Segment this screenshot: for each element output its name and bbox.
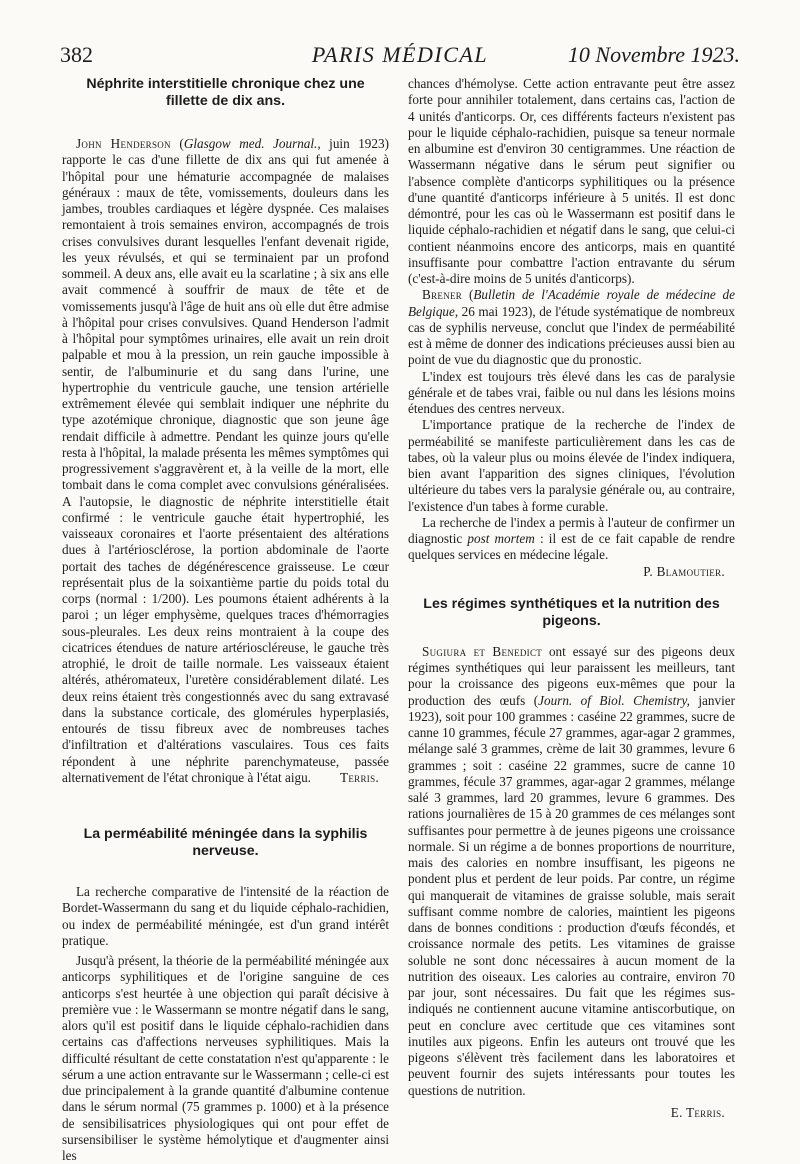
left-column <box>62 76 389 1164</box>
citation-body: 26 mai 1923), de l'étude systématique de nombreux cas de syphilis nerveuse, conclut que l'index de perméabilité est à même de donner des indications précieuses aussi bien au point de vue du diagnostic que du pronostic. <box>408 303 735 368</box>
article-paragraph: La recherche comparative de l'intensité de la réaction de Bordet-Wassermann du sang et du liquide céphalo-rachidien, ou index de perméabilité méningée, est d'un grand intérêt pratique. <box>62 884 389 948</box>
author-name: John Henderson <box>76 136 171 151</box>
signature: E. Terris. <box>670 1104 725 1120</box>
article-title: Les régimes synthétiques et la nutrition des pigeons. <box>423 595 720 629</box>
article-title: Néphrite interstitielle chronique chez une fillette de dix ans. <box>86 76 365 109</box>
author-names: Sugiura et Benedict <box>422 643 543 659</box>
source-date: , juin 1923 <box>317 136 385 151</box>
citation-source: Bulletin de l'Académie royale de médecine de Belgique, <box>408 287 735 319</box>
article-paragraph: chances d'hémolyse. Cette action entravante peut être assez forte pour annihiler totalement, dans certains cas, l'action de 4 unités d'anticorps. Or, ces différents facteurs n'existent pas pour le liquide céphalo-rachidien, puisque sa teneur normale en albumine est d'environ 30 centigrammes. Une réaction de Wassermann négative dans le sérum peut signifier ou l'absence complète d'anticorps syphilitiques ou la présence d'une quantité d'anticorps inférieure à 5 unités. Il est donc démontré, pour les cas où le Wassermann est positif dans le liquide céphalo-rachidien et négatif dans le sang, que celui-ci contient néanmoins encore des anticorps, mais en quantité insuffisante pour combattre l'action entravante du sérum (c'est-à-dire moins de 5 unités d'anticorps). <box>408 76 735 286</box>
issue-date: 10 Novembre 1923. <box>567 42 740 67</box>
italic-term: post mortem <box>467 531 535 546</box>
article-paragraph <box>408 515 735 564</box>
article-paragraph <box>408 644 735 1099</box>
journal-title: PARIS MÉDICAL <box>311 42 489 67</box>
article-paragraph: John Henderson (Glasgow med. Journal., juin 1923) rapporte le cas d'une fillette de dix ans qui fut amenée à l'hôpital pour une hématurie accompagnée de malaises généraux : maux de tête, vomissements, douleurs dans les jambes, troubles cardiaques et légère dyspnée. Ces malaises remontaient à trois semaines environ, accompagnés de trois crises convulsives durant lesquelles l'enfant devenait rigide, les yeux révulsés, et qui se terminaient par un profond sommeil. A deux ans, elle avait eu la scarlatine ; à six ans elle avait commencé à souffrir de maux de tête et de vomissements jusqu'à l'âge de huit ans où elle dut être admise à l'hôpital pour crises convulsives. Quand Henderson l'admit à l'hôpital pour symptômes urinaires, elle avait un rein droit palpable et mou à la pression, un rein gauche impossible à sentir, de l'albuminurie et du sang dans l'urine, une hypertrophie du ventricule gauche, une tension artérielle extrêmement élevée qui semblait indiquer une néphrite du type azotémique chronique, diagnostic que son jeune âge rendait difficile à admettre. Pendant les quinze jours qu'elle resta à l'hôpital, la malade présenta les mêmes symptômes qui progressivement s'aggravèrent et, à la veille de la mort, elle tombait dans le coma complet avec convulsions généralisées. A l'autopsie, le diagnostic de néphrite interstitielle était confirmé : le ventricule gauche était hypertrophié, les vaisseaux coronaires et l'aorte présentaient des altérations dues à l'artériosclérose, la portion abdominale de l'aorte portait des taches de dégénérescence graisseuse. Le cœur représentait plus de la soixantième partie du poids total du corps (normal : 1/200). Les poumons étaient adhérents à la paroi ; un léger emphysème, quelques traces d'hémorragies sous-pleurales. Les deux reins montraient à la coupe des cicatrices étendues de nature artérioscléreuse, le gauche très atrophié, le droit de taille normale. Les vaisseaux étaient altérés, athéromateux, l'uretère considérablement dilaté. Les deux reins étaient très congestionnés avec du sang extravasé dans la substance corticale, des glomérules hyperplasiés, entourés de tissu fibreux avec de nombreuses taches d'infiltration et d'altérations vasculaires. Tous ces faits répondent à une néphrite parenchymateuse, passée alternativement de l'état chronique à l'état aigu. Terris. <box>62 136 389 785</box>
article-paragraph: Jusqu'à présent, la théorie de la perméabilité méningée aux anticorps syphilitiques et de l'origine sanguine de ces anticorps s'est heurtée à une objection qui paraît décisive à première vue : le Wassermann se montre négatif dans le sang, alors qu'il est positif dans le liquide céphalo-rachidien dans certains cas d'affections nerveuses syphilitiques. Mais la difficulté résultant de cette constatation n'est qu'apparente : le sérum a une action entravante sur le Wassermann ; celle-ci est due principalement à la grande quantité d'albumine contenue dans le sérum normal (75 grammes p. 1000) et à la présence de sensibilisatrices physiologiques qui ont pour effet de sursensibiliser le système hémolytique et d'augmenter ainsi les <box>62 953 389 1163</box>
article-title: La perméabilité méningée dans la syphilis nerveuse. <box>83 826 368 859</box>
paragraph-text: ont essayé sur des pigeons deux régimes synthétiques qui leur paraissent les meilleurs, tant pour la croissance des pigeons eux-mêmes que pour la production des œufs ( <box>408 643 735 708</box>
signature: P. Blamoutier. <box>643 563 725 579</box>
paragraph-text: janvier 1923), soit pour 100 grammes : caséine 22 grammes, sucre de canne 10 grammes, fécule 27 grammes, agar-agar 2 grammes, mélange salé 3 grammes, crème de lait 30 grammes, levure 6 grammes ; soit : caséine 22 grammes, sucre de canne 10 grammes, fécule 37 grammes, agar-agar 2 grammes, mélange salé 3 grammes, lard 20 grammes, levure 6 grammes. Des rations journalières de 15 à 20 grammes de ces mélanges sont suffisantes pour permettre à de jeunes pigeons une croissance normale. Si un régime a de bonnes proportions de nourriture, mais des calories en nombre insuffisant, les pigeons ne pondent plus et perdent de leur poids. Par contre, un régime qui manquerait de vitamines de graisse soluble, mais serait suffisant comme nombre de calories, maintient les pigeons dans de bonnes conditions : production d'œufs fécondés, et croissance normale des petits. Les vitamines de graisse soluble ne sont donc nécessaires à aucun moment de la nutrition des oiseaux. Les calories au contraire, environ 70 par jour, sont nécessaires. Du fait que les régimes sus-indiqués ne contiennent aucune vitamine antiscorbutique, on peut en conclure avec certitude que ces vitamines sont inutiles aux pigeons. Enfin les auteurs ont trouvé que les pigeons s'élèvent très facilement dans les laboratoires et peuvent fournir des sujets intéressants pour toutes les questions de nutrition. <box>408 692 735 1098</box>
citation-author: Brener <box>422 287 463 303</box>
article-paragraph: Brener (Bulletin de l'Académie royale de médecine de Belgique, 26 mai 1923), de l'étude systématique de nombreux cas de syphilis nerveuse, conclut que l'index de perméabilité est à même de donner des indications précieuses aussi bien au point de vue du diagnostic que du pronostic. <box>408 287 735 368</box>
paragraph-text: La recherche de l'index a permis à l'auteur de confirmer un diagnostic <box>408 514 735 546</box>
page-number: 382 <box>60 42 93 67</box>
page-header <box>60 42 740 70</box>
signature: Terris. <box>340 769 379 785</box>
paragraph-text: : il est de ce fait capable de rendre quelques services en médecine légale. <box>408 531 735 563</box>
article-paragraph: L'importance pratique de la recherche de l'index de perméabilité se manifeste particulièrement dans les cas de tabes, où la valeur plus ou moins élevée de l'index indiquera, bien avant l'apparition des signes cliniques, l'évolution ultérieure du tabes vers la paralysie générale ou, au contraire, l'existence d'un tabes à forme curable. <box>408 417 735 514</box>
article-paragraph: L'index est toujours très élevé dans les cas de paralysie générale et de tabes vrai, faible ou nul dans les lésions moins étendues des centres nerveux. <box>408 368 735 416</box>
right-column <box>408 76 735 1121</box>
article-body: ) rapporte le cas d'une fillette de dix ans qui fut amenée à l'hôpital pour une hématurie accompagnée de malaises généraux : maux de tête, vomissements, douleurs dans les jambes, troubles cardiaques et légère dyspnée. Ces malaises remontaient à trois semaines environ, accompagnés de trois crises convulsives durant lesquelles l'enfant devenait rigide, les yeux révulsés, et qui se terminaient par un profond sommeil. A deux ans, elle avait eu la scarlatine ; à six ans elle avait commencé à souffrir de maux de tête et de vomissements jusqu'à l'âge de huit ans où elle dut être admise à l'hôpital pour crises convulsives. Quand Henderson l'admit à l'hôpital pour symptômes urinaires, elle avait un rein droit palpable et mou à la pression, un rein gauche impossible à sentir, de l'albuminurie et du sang dans l'urine, une hypertrophie du ventricule gauche, une tension artérielle extrêmement élevée qui semblait indiquer une néphrite du type azotémique chronique, diagnostic que son jeune âge rendait difficile à admettre. Pendant les quinze jours qu'elle resta à l'hôpital, la malade présenta les mêmes symptômes qui progressivement s'aggravèrent et, à la veille de la mort, elle tombait dans le coma complet avec convulsions généralisées. A l'autopsie, le diagnostic de néphrite interstitielle était confirmé : le ventricule gauche était hypertrophié, les vaisseaux coronaires et l'aorte présentaient des altérations dues à l'artériosclérose, la portion abdominale de l'aorte portait des taches de dégénérescence graisseuse. Le cœur représentait plus de la soixantième partie du poids total du corps (normal : 1/200). Les poumons étaient adhérents à la paroi ; un léger emphysème, quelques traces d'hémorragies sous-pleurales. Les deux reins montraient à la coupe des cicatrices étendues de nature artérioscléreuse, le gauche très atrophié, le droit de taille normale. Les vaisseaux étaient altérés, athéromateux, l'uretère considérablement dilaté. Les deux reins étaient très congestionnés avec du sang extravasé dans la substance corticale, des glomérules hyperplasiés, entourés de tissu fibreux avec de nombreuses taches d'infiltration et d'altérations vasculaires. Tous ces faits répondent à une néphrite parenchymateuse, passée alternativement de l'état chronique à l'état aigu. <box>62 136 389 785</box>
source-title: Glasgow med. Journal. <box>183 136 318 151</box>
source-title: Journ. of Biol. Chemistry, <box>538 692 690 708</box>
